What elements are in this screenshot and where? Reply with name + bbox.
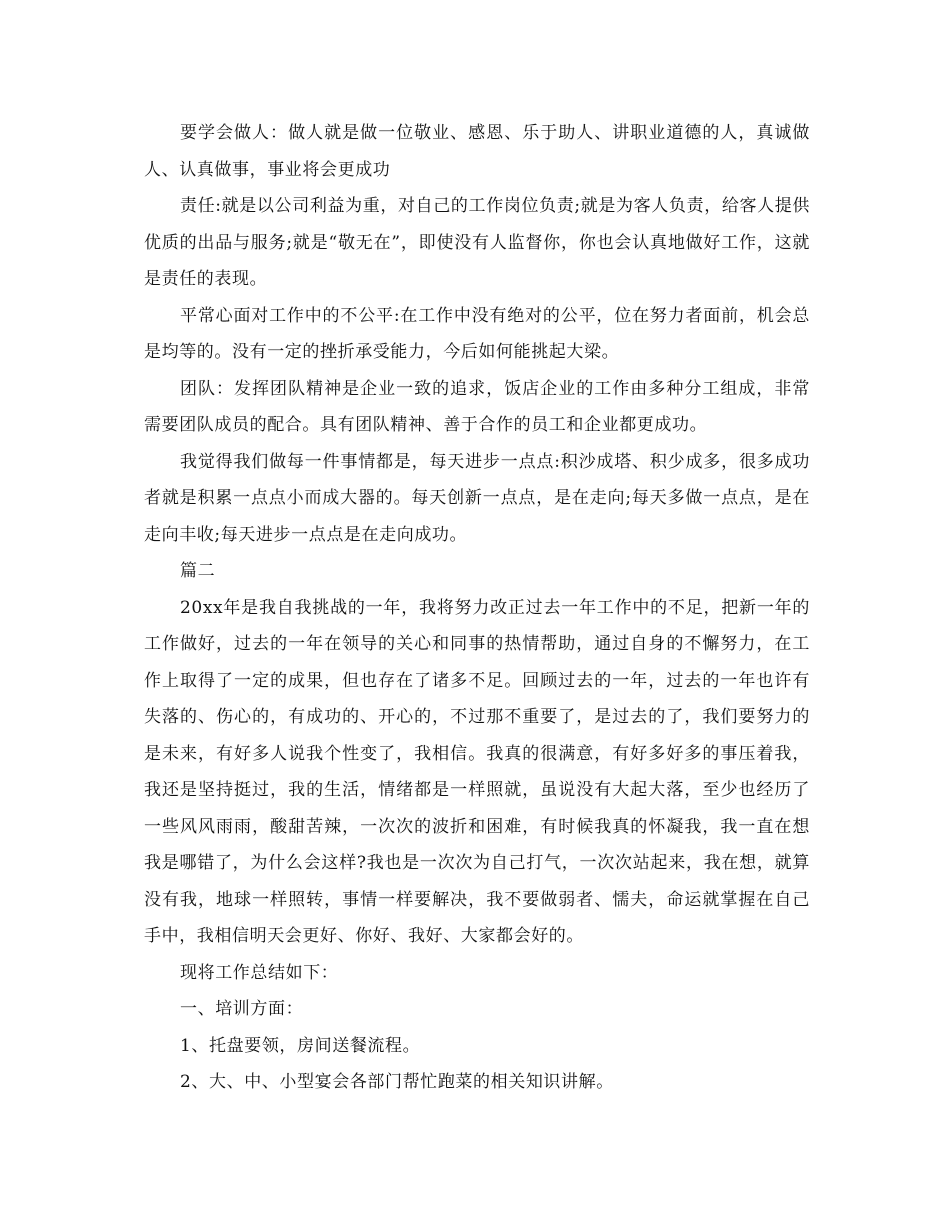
paragraph-responsibility: 责任:就是以公司利益为重，对自己的工作岗位负责;就是为客人负责，给客人提供优质的出品与服务;就是“敬无在”，即使没有人监督你，你也会认真地做好工作，这就是责任的表现。 bbox=[144, 196, 810, 289]
paragraph-summary-intro: 现将工作总结如下： bbox=[180, 962, 339, 983]
list-item-2: 2、大、中、小型宴会各部门帮忙跑菜的相关知识讲解。 bbox=[180, 1072, 614, 1092]
heading-training: 一、培训方面： bbox=[180, 999, 304, 1019]
section-heading-part-two: 篇二 bbox=[180, 561, 216, 581]
paragraph-progress: 我觉得我们做每一件事情都是，每天进步一点点:积沙成塔、积少成多，很多成功者就是积累一点点小而成大器的。每天创新一点点，是在走向;每天多做一点点，是在走向丰收;每天进步一点点是在走向成功。 bbox=[144, 451, 810, 545]
paragraph-fairness: 平常心面对工作中的不公平:在工作中没有绝对的公平，位在努力者面前，机会总是均等的。没有一定的挫折承受能力，今后如何能挑起大梁。 bbox=[144, 305, 810, 362]
document-page bbox=[144, 115, 810, 1101]
paragraph-team: 团队：发挥团队精神是企业一致的追求，饭店企业的工作由多种分工组成，非常需要团队成员的配合。具有团队精神、善于合作的员工和企业都更成功。 bbox=[144, 378, 810, 435]
paragraph-year-review: 20xx年是我自我挑战的一年，我将努力改正过去一年工作中的不足，把新一年的工作做好，过去的一年在领导的关心和同事的热情帮助，通过自身的不懈努力，在工作上取得了一定的成果，但也存在了诸多不足。回顾过去的一年，过去的一年也许有失落的、伤心的，有成功的、开心的，不过那不重要了，是过去的了，我们要努力的是未来，有好多人说我个性变了，我相信。我真的很满意，有好多好多的事压着我，我还是坚持挺过，我的生活，情绪都是一样照就，虽说没有大起大落，至少也经历了一些风风雨雨，酸甜苦辣，一次次的波折和困难，有时候我真的怀凝我，我一直在想我是哪错了，为什么会这样?我也是一次次为自己打气，一次次站起来，我在想，就算没有我，地球一样照转，事情一样要解决，我不要做弱者、懦夫，命运就掌握在自己手中，我相信明天会更好、你好、我好、大家都会好的。 bbox=[144, 597, 810, 946]
list-item-1: 1、托盘要领，房间送餐流程。 bbox=[180, 1035, 421, 1056]
paragraph-learn-to-be-a-person: 要学会做人：做人就是做一位敬业、感恩、乐于助人、讲职业道德的人，真诚做人、认真做事，事业将会更成功 bbox=[144, 123, 810, 180]
